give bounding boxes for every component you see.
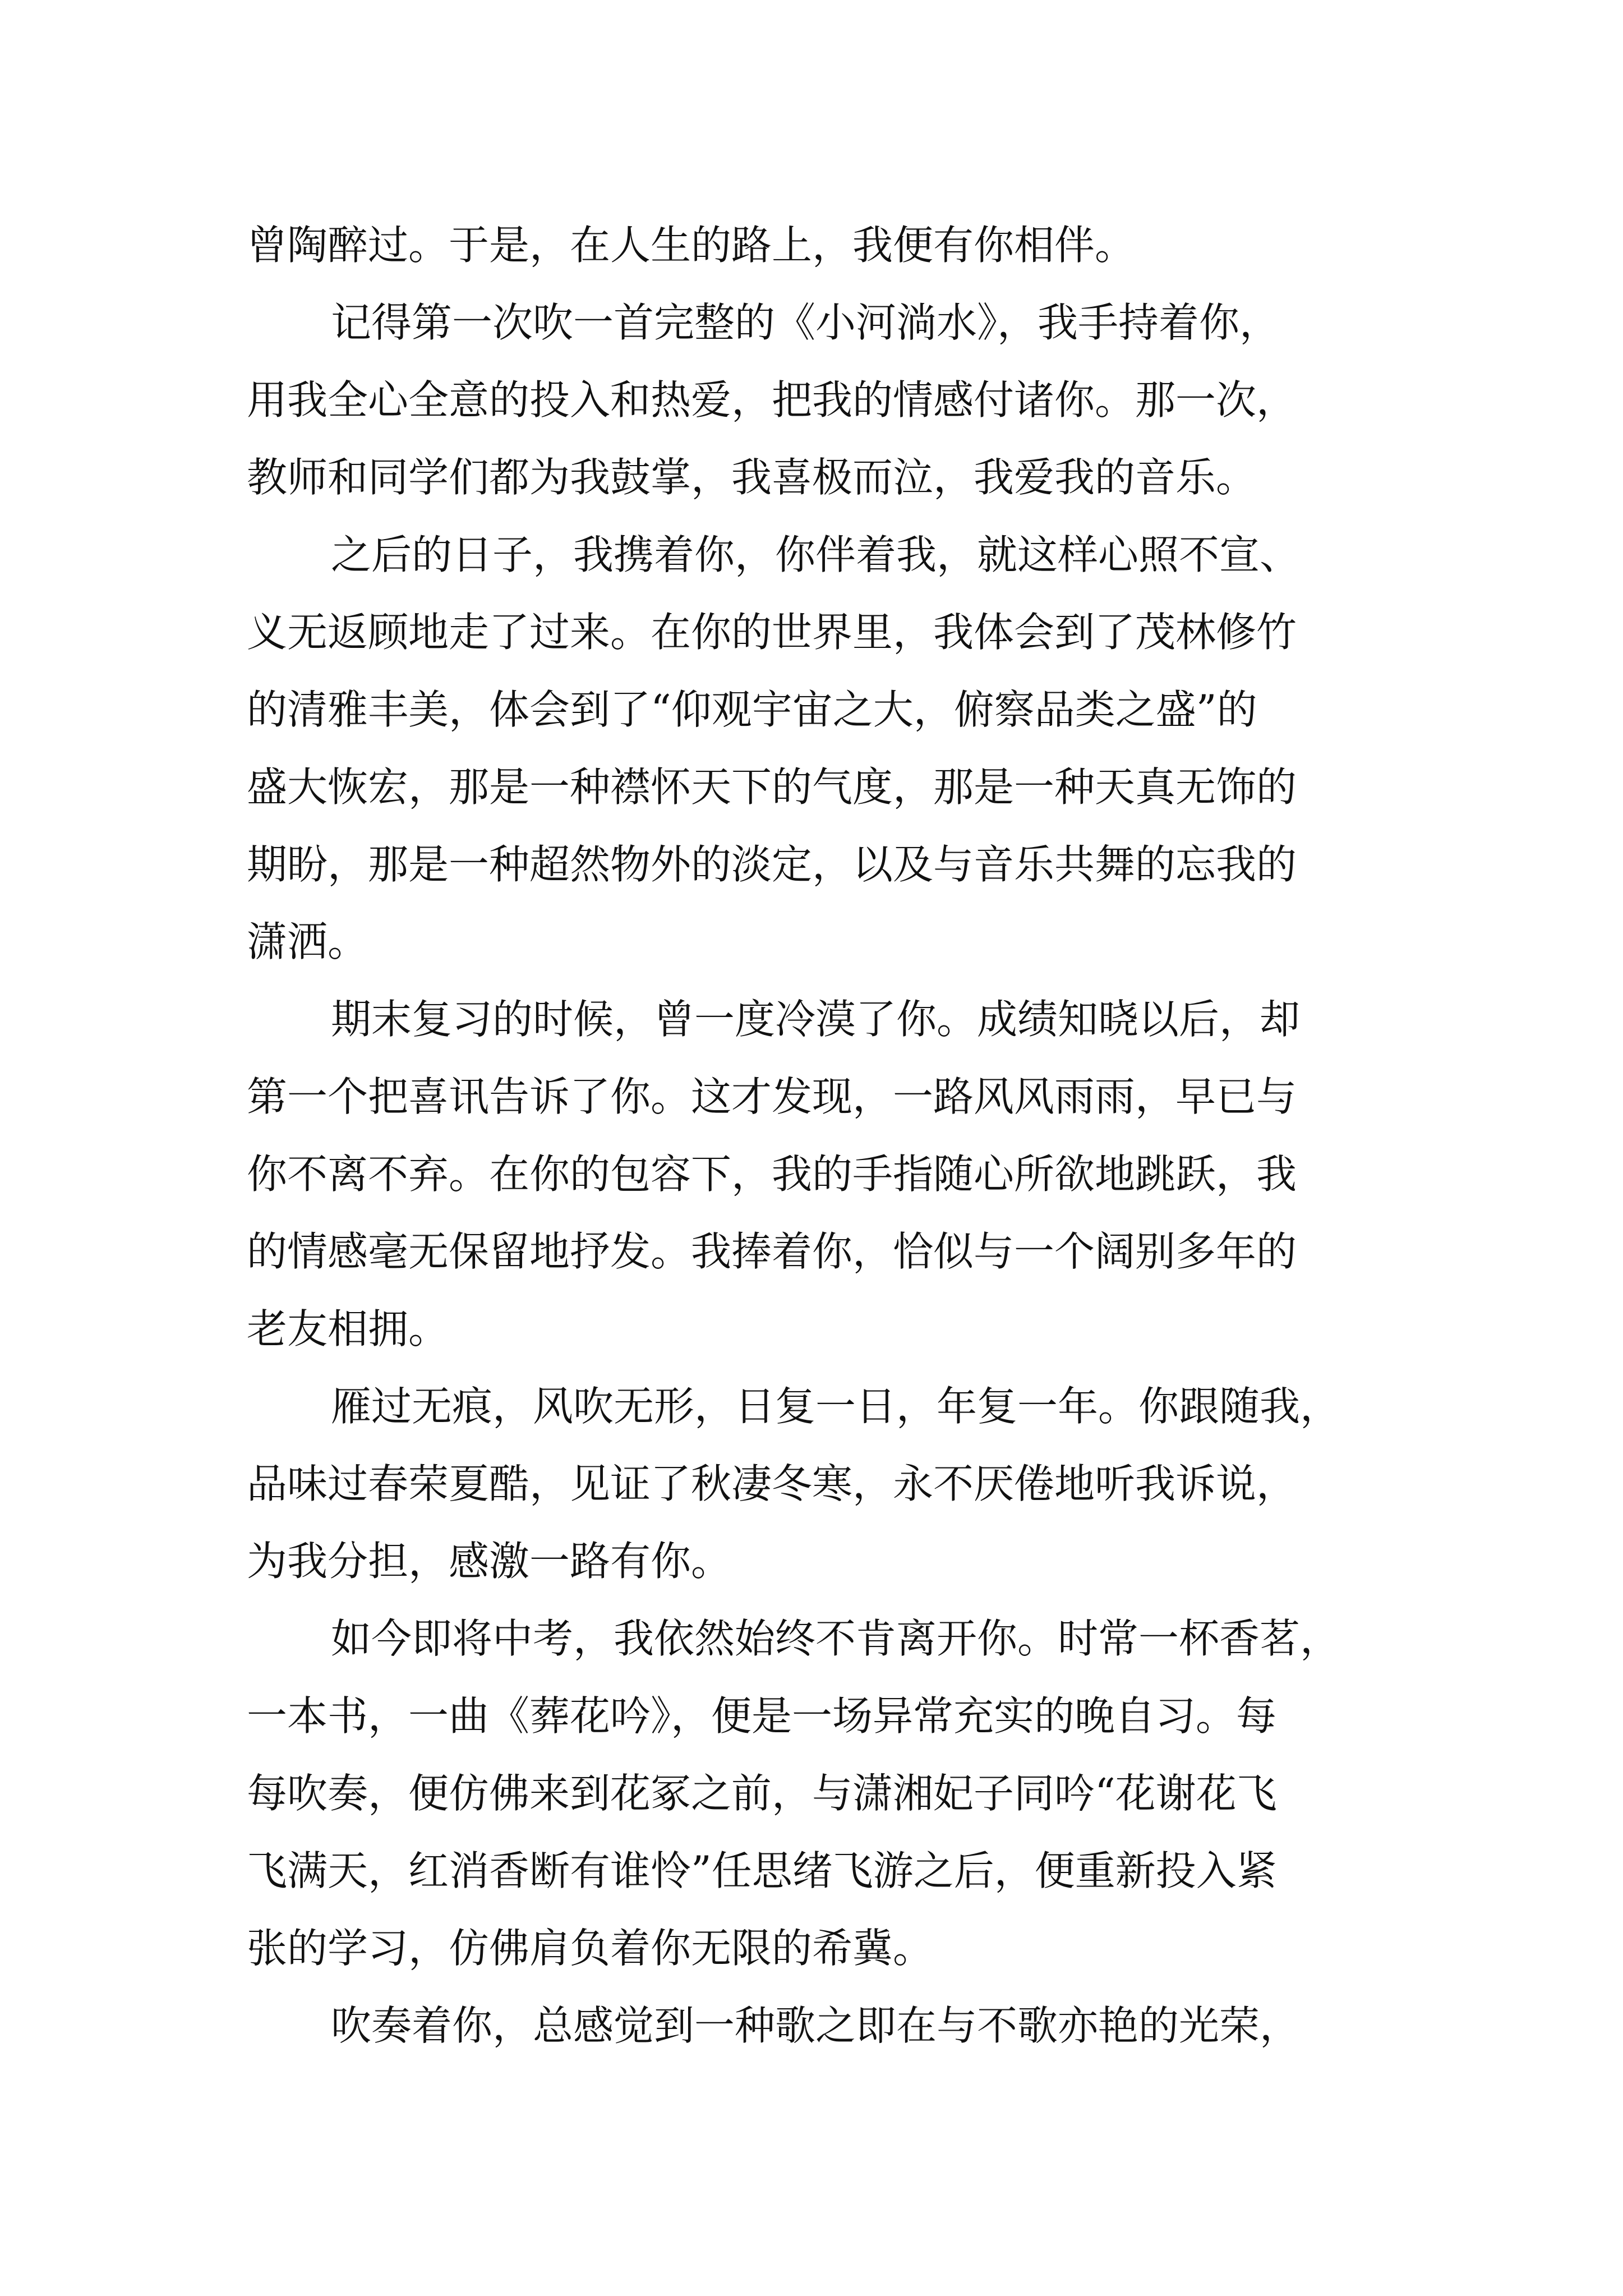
paragraph-first-line: 如今即将中考，我依然始终不肯离开你。时常一杯香茗， bbox=[331, 1615, 1341, 1662]
paragraph-first-line: 之后的日子，我携着你，你伴着我，就这样心照不宣、 bbox=[331, 531, 1301, 578]
paragraph-first-line: 记得第一次吹一首完整的《小河淌水》，我手持着你， bbox=[331, 299, 1280, 346]
text-line: 盛大恢宏，那是一种襟怀天下的气度，那是一种天真无饰的 bbox=[247, 763, 1297, 811]
text-line: 教师和同学们都为我鼓掌，我喜极而泣，我爱我的音乐。 bbox=[247, 454, 1257, 501]
essay-body bbox=[247, 206, 1391, 2064]
text-line: 飞满天，红消香断有谁怜”任思绪飞游之后，便重新投入紧 bbox=[247, 1847, 1277, 1894]
text-line: 张的学习，仿佛肩负着你无限的希冀。 bbox=[247, 1925, 934, 1972]
text-line: 用我全心全意的投入和热爱，把我的情感付诸你。那一次， bbox=[247, 376, 1297, 424]
paragraph-first-line: 期末复习的时候，曾一度冷漠了你。成绩知晓以后，却 bbox=[331, 996, 1301, 1043]
text-line: 你不离不弃。在你的包容下，我的手指随心所欲地跳跃，我 bbox=[247, 1151, 1297, 1198]
text-line: 一本书，一曲《葬花吟》，便是一场异常充实的晚自习。每 bbox=[247, 1692, 1277, 1740]
text-line: 潇洒。 bbox=[247, 918, 368, 965]
paragraph-first-line: 雁过无痕，风吹无形，日复一日，年复一年。你跟随我， bbox=[331, 1383, 1341, 1430]
text-line: 曾陶醉过。于是，在人生的路上，我便有你相伴。 bbox=[247, 222, 1136, 269]
text-line: 品味过春荣夏酷，见证了秋凄冬寒，永不厌倦地听我诉说， bbox=[247, 1460, 1297, 1507]
text-line: 的情感毫无保留地抒发。我捧着你，恰似与一个阔别多年的 bbox=[247, 1228, 1297, 1275]
text-line: 老友相拥。 bbox=[247, 1305, 449, 1352]
text-line: 第一个把喜讯告诉了你。这才发现，一路风风雨雨，早已与 bbox=[247, 1073, 1297, 1120]
text-line: 的清雅丰美，体会到了“仰观宇宙之大，俯察品类之盛”的 bbox=[247, 686, 1257, 733]
paragraph-first-line: 吹奏着你，总感觉到一种歌之即在与不歌亦艳的光荣， bbox=[331, 2002, 1301, 2049]
text-line: 每吹奏，便仿佛来到花冢之前，与潇湘妃子同吟“花谢花飞 bbox=[247, 1770, 1277, 1817]
text-line: 为我分担，感激一路有你。 bbox=[247, 1538, 732, 1585]
text-line: 期盼，那是一种超然物外的淡定，以及与音乐共舞的忘我的 bbox=[247, 841, 1297, 888]
text-line: 义无返顾地走了过来。在你的世界里，我体会到了茂林修竹 bbox=[247, 609, 1297, 656]
